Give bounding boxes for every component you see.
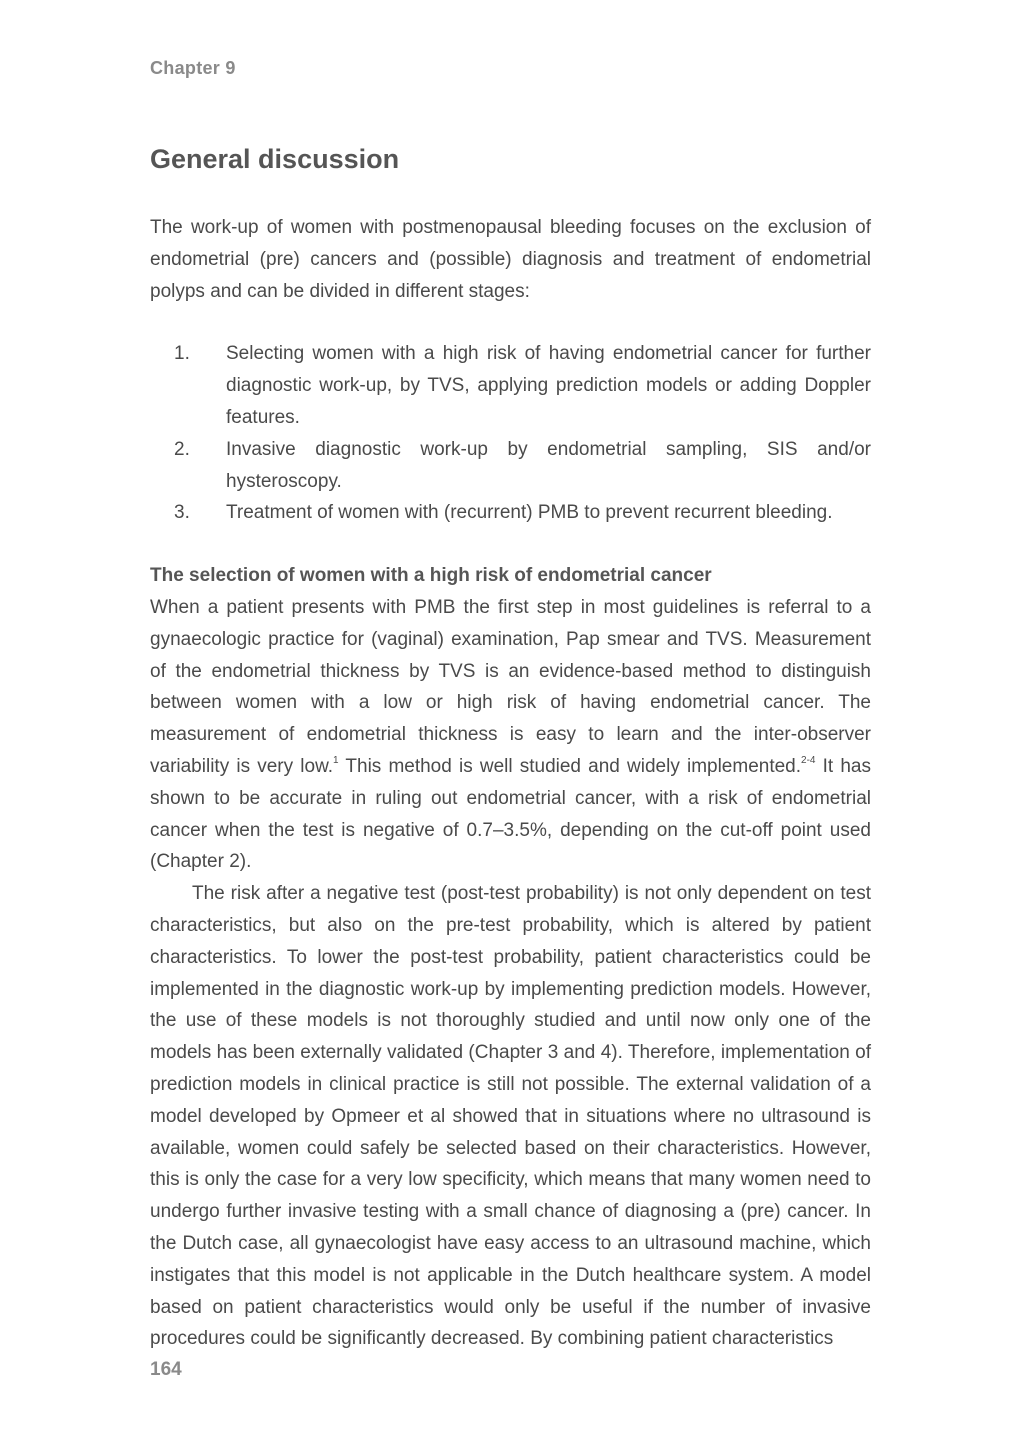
list-item (150, 338, 871, 433)
list-item (150, 497, 871, 529)
paragraph-1-text-b: This method is well studied and widely implemented. (338, 755, 802, 777)
paragraph-1 (150, 592, 871, 878)
body-text (150, 212, 871, 1355)
list-item-number: 1. (174, 343, 190, 365)
page-title: General discussion (150, 144, 400, 174)
reference-2-4: 2-4 (801, 754, 816, 766)
section-heading: The selection of women with a high risk of endometrial cancer (150, 565, 712, 587)
list-item-text: Treatment of women with (recurrent) PMB to prevent recurrent bleeding. (226, 502, 833, 524)
stages-list (150, 338, 871, 529)
list-item-text: Selecting women with a high risk of having endometrial cancer for further diagnostic work-up, by TVS, applying prediction models or adding Doppler features. (226, 343, 871, 428)
list-item-number: 3. (174, 502, 190, 524)
list-item (150, 434, 871, 498)
intro-paragraph: The work-up of women with postmenopausal bleeding focuses on the exclusion of endometrial (pre) cancers and (possible) diagnosis and treatment of endometrial polyps and can be divided in different stages: (150, 217, 871, 302)
paragraph-1-text-a: When a patient presents with PMB the first step in most guidelines is referral to a gynaecologic practice for (vaginal) examination, Pap smear and TVS. Measurement of the endometrial thickness by TVS is an evidence-based method to distinguish between women with a low or high risk of having endometrial cancer. The measurement of endometrial thickness is easy to learn and the inter-observer variability is very low. (150, 596, 871, 777)
paragraph-1-text-c: It has shown to be accurate in ruling out endometrial cancer, with a risk of endometrial cancer when the test is negative of 0.7–3.5%, depending on the cut-off point used (Chapter 2). (150, 755, 871, 873)
running-head: Chapter 9 (150, 58, 236, 78)
list-item-number: 2. (174, 438, 190, 460)
reference-1: 1 (333, 754, 339, 766)
list-item-text: Invasive diagnostic work-up by endometrial sampling, SIS and/or hysteroscopy. (226, 438, 871, 492)
page-number: 164 (150, 1359, 182, 1380)
paragraph-2: The risk after a negative test (post-test probability) is not only dependent on test characteristics, but also on the pre-test probability, which is altered by patient characteristics. To lower the post-test probability, patient characteristics could be implemented in the diagnostic work-up by implementing prediction models. However, the use of these models is not thoroughly studied and until now only one of the models has been externally validated (Chapter 3 and 4). Therefore, implementation of prediction models in clinical practice is still not possible. The external validation of a model developed by Opmeer et al showed that in situations where no ultrasound is available, women could safely be selected based on their characteristics. However, this is only the case for a very low specificity, which means that many women need to undergo further invasive testing with a small chance of diagnosing a (pre) cancer. In the Dutch case, all gynaecologist have easy access to an ultrasound machine, which instigates that this model is not applicable in the Dutch healthcare system. A model based on patient characteristics would only be useful if the number of invasive procedures could be significantly decreased. By combining patient characteristics (150, 883, 871, 1350)
